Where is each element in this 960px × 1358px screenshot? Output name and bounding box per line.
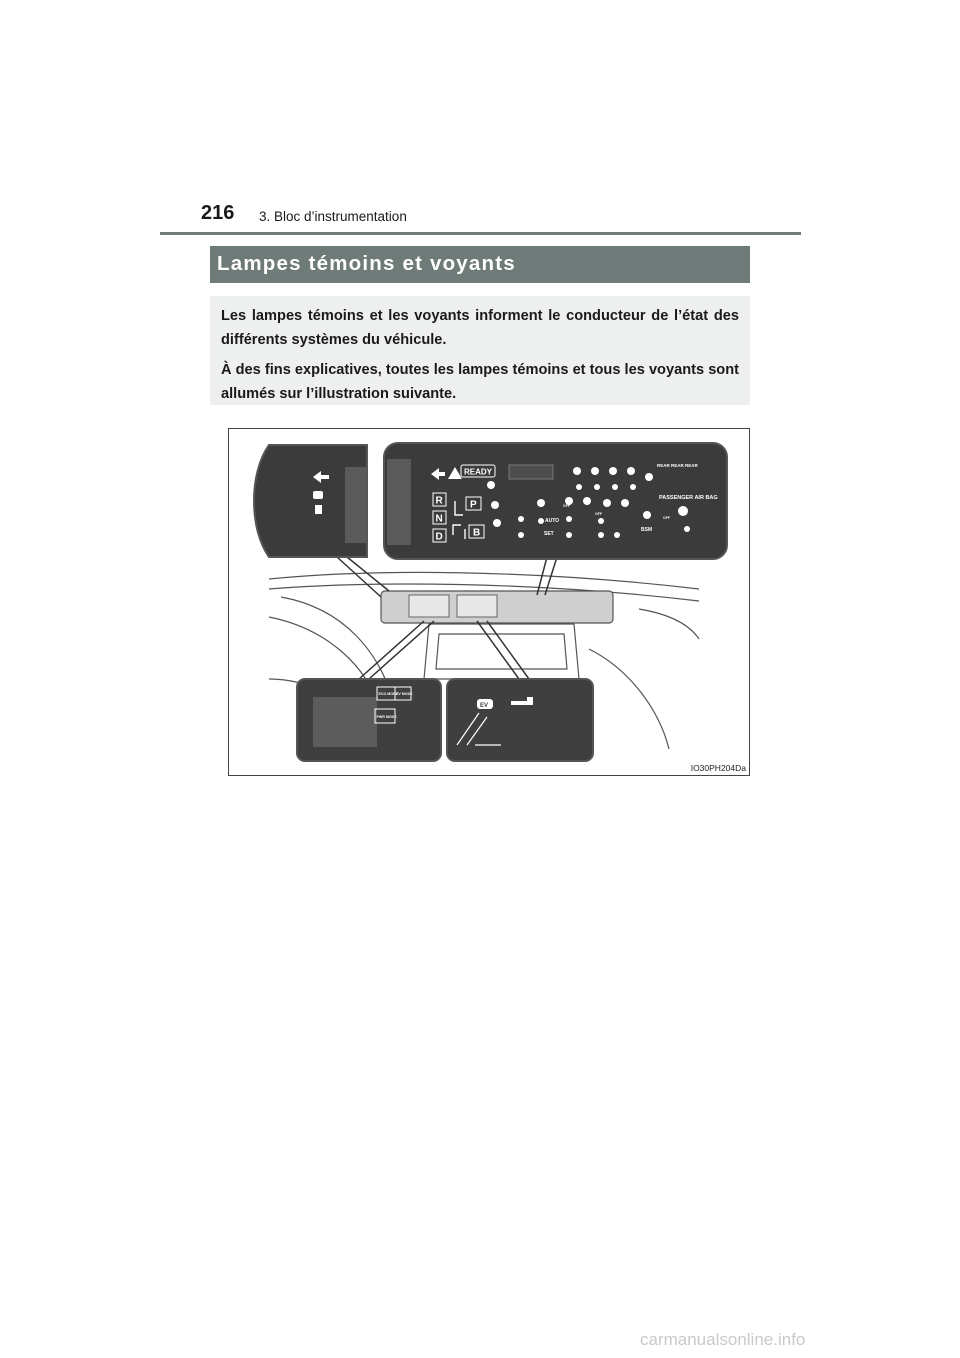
brake-hold-icon	[643, 511, 651, 519]
site-watermark: carmanualsonline.info	[640, 1330, 806, 1349]
hill-assist-icon	[518, 532, 524, 538]
pwr-mode-label: PWR MODE	[376, 715, 397, 719]
rear-labels	[657, 463, 699, 468]
hud-window-right	[457, 595, 497, 617]
off-label-2: OFF	[595, 512, 602, 516]
parking-assist-icon	[598, 532, 604, 538]
cruise-control-icon	[566, 516, 572, 522]
tire-pressure-icon	[603, 499, 611, 507]
switch-panel-glow	[313, 697, 377, 747]
seatbelt-icon	[594, 484, 600, 490]
passenger-airbag-off-icon	[678, 506, 688, 516]
fog-light-icon	[518, 516, 524, 522]
page-number: 216	[201, 202, 235, 224]
intro-paragraph-2: À des fins explicatives, toutes les lampes témoins et tous les voyants sont allumés sur l’illustration suivante.	[221, 362, 739, 402]
slip-indicator-icon	[645, 473, 653, 481]
instrument-panel-figure	[228, 428, 750, 776]
high-beam-icon	[538, 518, 544, 524]
parking-brake-icon	[591, 467, 599, 475]
hud-window-left	[409, 595, 449, 617]
intro-box	[210, 296, 750, 405]
main-panel-display	[509, 465, 553, 479]
instrument-panel-illustration	[229, 429, 751, 777]
ready-label: READY	[464, 467, 493, 477]
rear-label-1: REAR	[657, 463, 670, 468]
airbag-icon	[612, 484, 618, 490]
intro-paragraph-1: Les lampes témoins et les voyants informent le conducteur de l’état des différents systèmes du véhicule.	[221, 308, 739, 348]
gear-r-label: R	[435, 495, 443, 507]
off-label-3: OFF	[663, 516, 670, 520]
seat-warning-icon	[583, 497, 591, 505]
set-label: SET	[544, 531, 554, 537]
lane-departure-icon	[621, 499, 629, 507]
bsm-label: BSM	[641, 527, 653, 533]
gear-n-label: N	[435, 513, 443, 525]
off-label-1: OFF	[563, 504, 570, 508]
left-panel-segment	[345, 467, 367, 543]
lda-icon	[598, 518, 604, 524]
charging-icon	[576, 484, 582, 490]
brake-warning-icon	[573, 467, 581, 475]
gear-p-label: P	[470, 499, 477, 511]
passenger-air-bag-label: PASSENGER AIR BAG	[659, 495, 718, 501]
gear-d-label: D	[435, 531, 443, 543]
security-icon	[487, 481, 495, 489]
oil-pressure-icon	[684, 526, 690, 532]
gear-b-label: B	[473, 527, 481, 539]
ev-indicator-label: EV	[480, 703, 489, 709]
figure-code: IO30PH204Da	[690, 763, 746, 773]
headlight-icon	[313, 491, 323, 499]
running-head: 3. Bloc d’instrumentation	[259, 209, 407, 224]
fuel-icon	[315, 505, 322, 514]
speed-limit-icon	[566, 532, 572, 538]
check-engine-icon	[630, 484, 636, 490]
header-rule	[160, 232, 801, 235]
auto-label: AUTO	[545, 518, 560, 524]
bottom-right-callout-panel	[447, 679, 593, 761]
icy-road-icon	[614, 532, 620, 538]
abs-icon	[609, 467, 617, 475]
ev-mode-label: EV MODE	[396, 692, 413, 696]
eco-mode-label: ECO MODE	[378, 692, 399, 696]
rear-label-3: REAR	[685, 463, 698, 468]
main-panel-segment	[387, 459, 411, 545]
section-title: Lampes témoins et voyants	[210, 246, 750, 283]
vsc-icon	[491, 501, 499, 509]
rear-label-2: REAR	[671, 463, 684, 468]
low-washer-icon	[493, 519, 501, 527]
pcs-icon	[537, 499, 545, 507]
coolant-temp-icon	[627, 467, 635, 475]
